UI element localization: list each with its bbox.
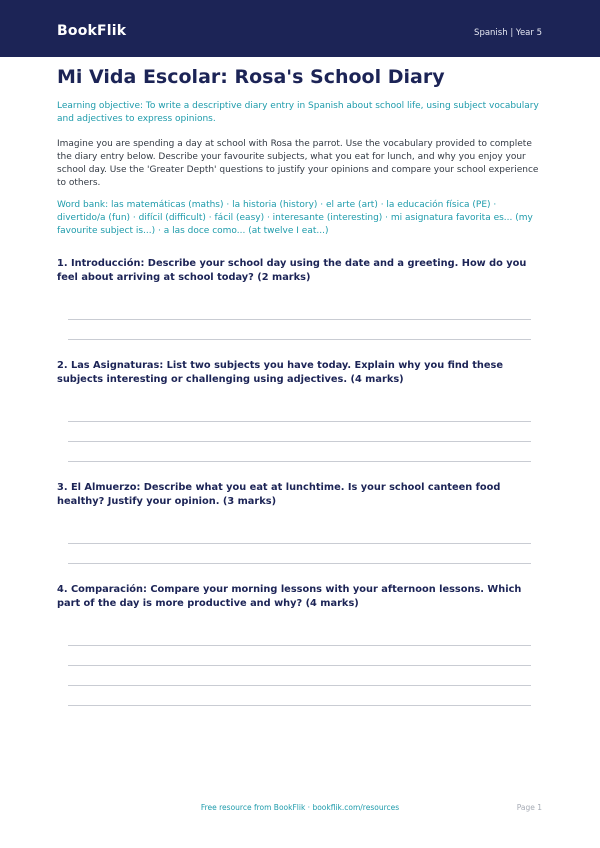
answer-line[interactable] (68, 563, 531, 564)
footer-credit[interactable]: Free resource from BookFlik · bookflik.com/resources (200, 803, 400, 812)
word-bank: Word bank: las matemáticas (maths) · la historia (history) · el arte (art) · la educación física (PE) · divertido/a (fun) · difícil (difficult) · fácil (easy) · interesante (interesting) · mi asignatura favorita es... (my favourite subject is...) · a las doce como... (at twelve I eat...) (57, 200, 533, 236)
instructions-text: Imagine you are spending a day at school with Rosa the parrot. Use the vocabulary provided to complete the diary entry below. Describe your favourite subjects, what you eat for lunch, and why you enjoy your school day. Use the 'Greater Depth' questions to justify your opinions and compare your school experience to others. (57, 139, 539, 188)
subject-year-label: Spanish | Year 5 (474, 28, 542, 38)
answer-line[interactable] (68, 421, 531, 422)
answer-line[interactable] (68, 339, 531, 340)
learning-objective: Learning objective: To write a descriptive diary entry in Spanish about school life, using subject vocabulary and adjectives to express opinions. (57, 101, 539, 124)
answer-line[interactable] (68, 705, 531, 706)
brand-logo[interactable]: BookFlik (57, 23, 127, 39)
header-bar (0, 0, 600, 57)
answer-line[interactable] (68, 665, 531, 666)
question-2: 2. Las Asignaturas: List two subjects you have today. Explain why you find these subjects interesting or challenging using adjectives. (4 marks) (57, 360, 504, 385)
answer-line[interactable] (68, 461, 531, 462)
worksheet-title: Mi Vida Escolar: Rosa's School Diary (57, 66, 445, 88)
answer-line[interactable] (68, 543, 531, 544)
question-1: 1. Introducción: Describe your school day using the date and a greeting. How do you feel about arriving at school today? (2 marks) (57, 258, 527, 283)
page-number: Page 1 (516, 803, 542, 812)
answer-line[interactable] (68, 645, 531, 646)
answer-line[interactable] (68, 319, 531, 320)
question-3: 3. El Almuerzo: Describe what you eat at lunchtime. Is your school canteen food healthy? Justify your opinion. (3 marks) (57, 482, 501, 507)
question-4: 4. Comparación: Compare your morning lessons with your afternoon lessons. Which part of the day is more productive and why? (4 marks) (57, 584, 522, 609)
answer-line[interactable] (68, 441, 531, 442)
answer-line[interactable] (68, 685, 531, 686)
